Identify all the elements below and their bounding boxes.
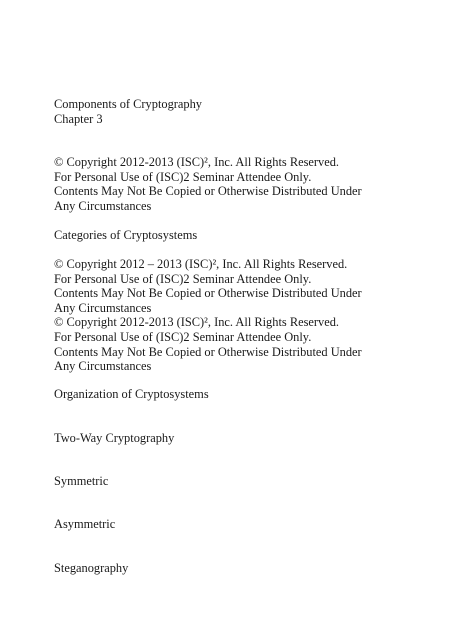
- notice-line: © Copyright 2012 – 2013 (ISC)², Inc. All Rights Reserved.: [54, 257, 348, 271]
- copyright-notice-1: [54, 155, 444, 213]
- notice-line: For Personal Use of (ISC)2 Seminar Attendee Only.: [54, 271, 312, 286]
- notice-line: Contents May Not Be Copied or Otherwise Distributed Under: [54, 344, 362, 359]
- notice-line: Contents May Not Be Copied or Otherwise Distributed Under: [54, 286, 362, 301]
- notice-line: For Personal Use of (ISC)2 Seminar Attendee Only.: [54, 169, 312, 184]
- item-asymmetric: [54, 517, 444, 532]
- item-steganography: [54, 561, 444, 576]
- notice-line: Any Circumstances: [54, 198, 152, 213]
- topic-item: Two-Way Cryptography: [54, 431, 175, 445]
- title-block: [54, 97, 444, 126]
- chapter-label: Chapter 3: [54, 111, 103, 126]
- notice-line: © Copyright 2012-2013 (ISC)², Inc. All Rights Reserved.: [54, 315, 340, 330]
- topic-item: Symmetric: [54, 474, 109, 488]
- document-title: Components of Cryptography: [54, 97, 202, 111]
- notice-line: © Copyright 2012-2013 (ISC)², Inc. All Rights Reserved.: [54, 155, 340, 169]
- copyright-notice-2: [54, 257, 444, 374]
- section-heading: Categories of Cryptosystems: [54, 228, 198, 242]
- topic-item: Asymmetric: [54, 517, 116, 531]
- notice-line: Any Circumstances: [54, 300, 152, 315]
- section-heading: Organization of Cryptosystems: [54, 387, 209, 401]
- topic-item: Steganography: [54, 561, 129, 575]
- item-two-way: [54, 431, 444, 446]
- notice-line: Any Circumstances: [54, 359, 152, 374]
- heading-organization: [54, 387, 444, 402]
- notice-line: Contents May Not Be Copied or Otherwise Distributed Under: [54, 184, 362, 199]
- heading-categories: [54, 228, 444, 243]
- item-symmetric: [54, 474, 444, 489]
- notice-line: For Personal Use of (ISC)2 Seminar Attendee Only.: [54, 329, 312, 344]
